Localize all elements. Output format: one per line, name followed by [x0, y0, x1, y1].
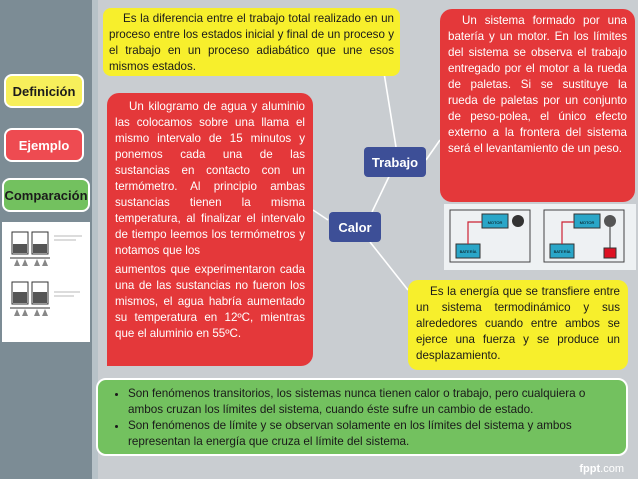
definicion-trabajo-text: Es la diferencia entre el trabajo total realizado en un proceso entre los estados inicial y final de un proceso y el trabajo en un proceso adiabático que une esos mismos estados.: [109, 12, 394, 73]
ejemplo-calor-text-1: Un kilogramo de agua y aluminio las colocamos sobre una llama el mismo intervalo de 15 minutos y ponemos cada una de las sustancias en contacto con un termómetro. Al principio ambas sustancias tienen la misma temperatura, al finalizar el intervalo de tiempo leemos los termómetros y notamos que los: [115, 100, 305, 257]
comparacion-box: [96, 378, 628, 456]
footer-brand: fppt: [579, 463, 601, 475]
comparacion-button[interactable]: Comparación: [2, 178, 90, 212]
motor-label-a: MOTOR: [487, 220, 503, 225]
comparacion-list: [118, 386, 618, 450]
definicion-button[interactable]: Definición: [4, 74, 84, 108]
definicion-trabajo-box: [103, 8, 400, 76]
comparacion-item: • Son fenómenos de límite y se observan solamente en los límites del sistema y ambos representan la energía que cruza el límite del sistema.: [128, 418, 618, 450]
bateria-label-a: BATERÍA: [459, 249, 477, 254]
trabajo-node: Trabajo: [364, 147, 426, 177]
bateria-label-b: BATERÍA: [553, 249, 571, 254]
footer-domain: .com: [600, 463, 624, 475]
ejemplo-button[interactable]: Ejemplo: [4, 128, 84, 162]
definicion-calor-text: Es la energía que se transfiere entre un sistema termodinámico y sus alrededores cuando entre ambos se ejerce una fuerza y se produce un desplazamiento.: [416, 285, 620, 362]
definicion-calor-box: [408, 280, 628, 370]
ejemplo-trabajo-box: [440, 9, 635, 202]
footer-logo: [579, 463, 624, 475]
motor-label-b: MOTOR: [579, 220, 595, 225]
motor-battery-illustration: [444, 204, 636, 270]
comparacion-item: • Son fenómenos transitorios, los sistemas nunca tienen calor o trabajo, pero cualquiera o ambos cruzan los límites del sistema, cuando éste sufre un cambio de estado.: [128, 386, 618, 418]
calor-node: Calor: [329, 212, 381, 242]
ejemplo-trabajo-text: Un sistema formado por una batería y un motor. En los límites del sistema se observa el trabajo entregado por el motor a la rueda de paletas. Si se sustituye la rueda de paletas por un conjunto de peso-polea, el único efecto externo a la frontera del sistema será el levantamiento de un peso.: [448, 14, 627, 155]
ejemplo-calor-continuation-box: [107, 262, 313, 366]
ejemplo-calor-text-2: aumentos que experimentaron cada una de las sustancias no fueron los mismos, el agua habría aumentado su temperatura en 12ºC, mientras que el aluminio en 55ºC.: [115, 263, 305, 340]
